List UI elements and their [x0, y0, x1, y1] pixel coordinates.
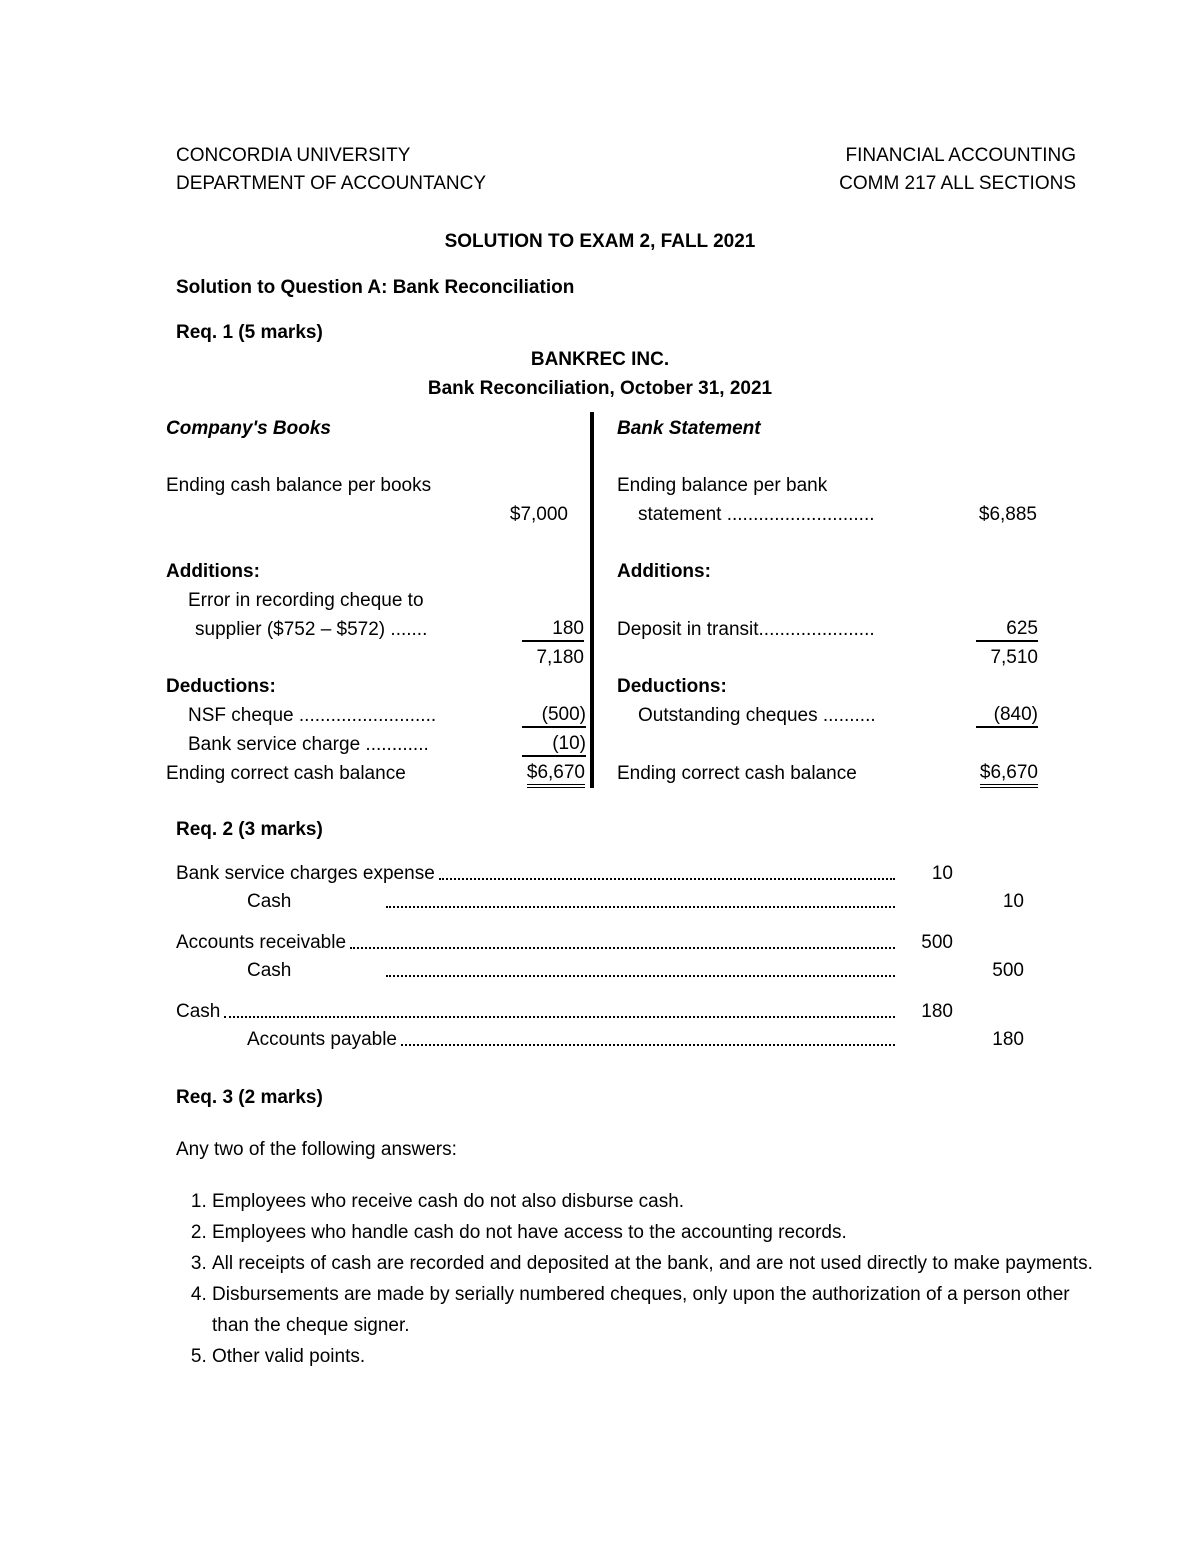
bank-subtotal: 7,510	[990, 647, 1038, 668]
journal-row	[176, 931, 897, 955]
list-item: 1. Employees who receive cash do not also disburse cash.	[212, 1186, 1102, 1217]
bank-correct-value: $6,670	[980, 762, 1038, 788]
journal-row	[176, 959, 897, 983]
journal-credit: 180	[992, 1029, 1024, 1050]
books-heading: Company's Books	[166, 418, 331, 439]
dot-leader	[224, 1016, 895, 1018]
list-item: 4. Disbursements are made by serially numbered cheques, only upon the authorization of a person other than the cheque signer.	[212, 1279, 1102, 1341]
books-nsf-label: NSF cheque ..........................	[188, 705, 437, 726]
bank-outstanding-value: (840)	[976, 704, 1038, 728]
journal-row	[176, 890, 897, 914]
journal-debit: 10	[931, 863, 953, 884]
books-service-label: Bank service charge ............	[188, 734, 429, 755]
column-divider	[590, 412, 594, 788]
books-ending-label: Ending cash balance per books	[166, 475, 432, 496]
bank-additions-label: Additions:	[617, 561, 711, 582]
books-service-value: (10)	[522, 733, 586, 757]
university-name: CONCORDIA UNIVERSITY	[176, 145, 411, 166]
bank-dit-label: Deposit in transit......................	[617, 619, 875, 640]
req2-heading: Req. 2 (3 marks)	[176, 819, 323, 840]
department-name: DEPARTMENT OF ACCOUNTANCY	[176, 173, 487, 194]
bank-dit-value: 625	[976, 618, 1038, 642]
bank-correct-label: Ending correct cash balance	[617, 763, 857, 784]
journal-account: Cash	[247, 891, 292, 912]
course-sections: COMM 217 ALL SECTIONS	[839, 173, 1076, 194]
bank-outstanding-label: Outstanding cheques ..........	[638, 705, 876, 726]
books-ending-value: $7,000	[509, 504, 568, 525]
journal-row	[176, 862, 897, 886]
dot-leader	[386, 906, 895, 908]
journal-credit: 500	[992, 960, 1024, 981]
question-heading: Solution to Question A: Bank Reconciliation	[176, 277, 575, 298]
document-title: SOLUTION TO EXAM 2, FALL 2021	[444, 231, 756, 252]
course-name: FINANCIAL ACCOUNTING	[845, 145, 1076, 166]
books-correct-value: $6,670	[527, 762, 585, 788]
journal-credit: 10	[1002, 891, 1024, 912]
list-item: 2. Employees who handle cash do not have access to the accounting records.	[212, 1217, 1102, 1248]
journal-account: Cash	[176, 1001, 221, 1022]
books-correct-label: Ending correct cash balance	[166, 763, 406, 784]
journal-account: Accounts receivable	[176, 932, 347, 953]
books-error-value: 180	[522, 618, 584, 642]
journal-debit: 180	[921, 1001, 953, 1022]
books-additions-label: Additions:	[166, 561, 260, 582]
journal-row	[176, 1028, 897, 1052]
dot-leader	[386, 975, 895, 977]
books-nsf-value: (500)	[522, 704, 586, 728]
req3-heading: Req. 3 (2 marks)	[176, 1087, 323, 1108]
books-subtotal: 7,180	[536, 647, 584, 668]
req3-intro: Any two of the following answers:	[176, 1139, 457, 1160]
internal-control-list	[176, 1186, 1102, 1372]
bank-heading: Bank Statement	[617, 418, 761, 439]
journal-account: Accounts payable	[247, 1029, 397, 1050]
bank-ending-line2: statement ............................	[638, 504, 875, 525]
journal-account: Cash	[247, 960, 292, 981]
bank-ending-value: $6,885	[978, 504, 1037, 525]
list-item: 3. All receipts of cash are recorded and deposited at the bank, and are not used directly to make payments.	[212, 1248, 1102, 1279]
req1-heading: Req. 1 (5 marks)	[176, 322, 323, 343]
journal-account: Bank service charges expense	[176, 863, 435, 884]
company-name: BANKREC INC.	[530, 349, 670, 370]
books-error-line1: Error in recording cheque to	[188, 590, 424, 611]
dot-leader	[401, 1044, 895, 1046]
journal-debit: 500	[921, 932, 953, 953]
journal-row	[176, 1000, 897, 1024]
bank-deductions-label: Deductions:	[617, 676, 727, 697]
list-item: 5. Other valid points.	[212, 1341, 1102, 1372]
reconciliation-subtitle: Bank Reconciliation, October 31, 2021	[427, 378, 773, 399]
books-deductions-label: Deductions:	[166, 676, 276, 697]
bank-ending-line1: Ending balance per bank	[617, 475, 828, 496]
dot-leader	[350, 947, 895, 949]
dot-leader	[439, 878, 895, 880]
books-error-line2: supplier ($752 – $572) .......	[195, 619, 428, 640]
